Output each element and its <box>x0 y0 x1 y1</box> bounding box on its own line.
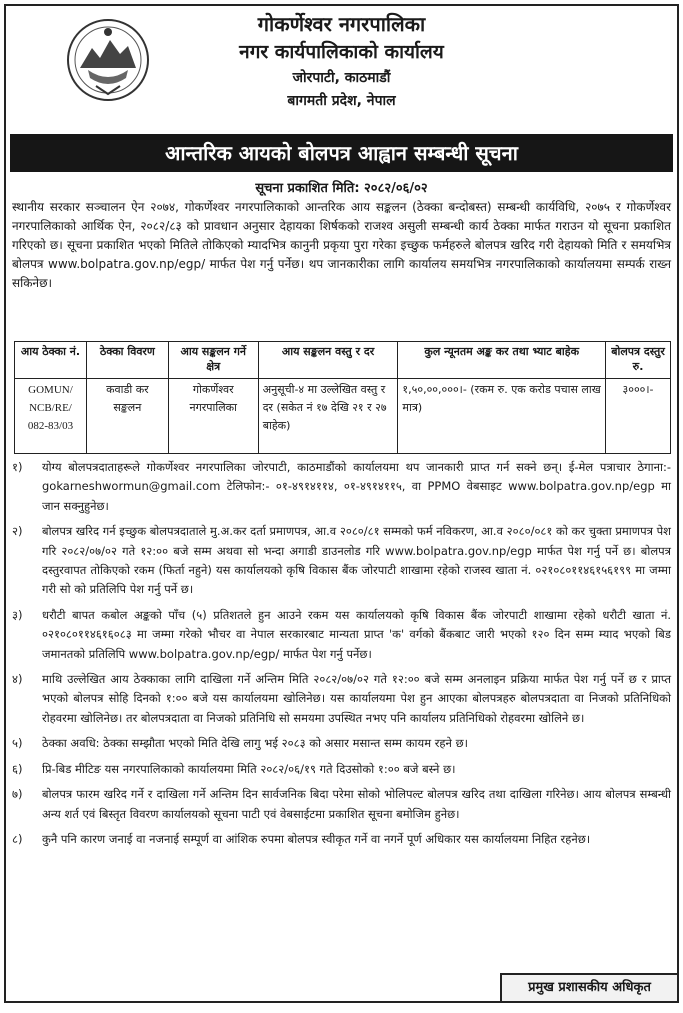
list-item-text: धरौटी बापत कबोल अङ्कको पाँच (५) प्रतिशतले हुन आउने रकम यस कार्यालयको कृषि विकास बैंक जोरपाटी शाखामा रहेको धरौटी खाता नं. ०२१०८०११४६१६०८३ मा जम्मा गरेको भौचर वा नेपाल सरकारबाट मान्यता प्राप्त 'क' वर्गको बैंकबाट जारी भएको १२० दिन सम्म म्याद भएको बिड जमानतको प्रतिलिपि www.bolpatra.gov.np/egp/ मार्फत पेश गर्नु पर्नेछ। <box>42 607 671 661</box>
list-item <box>12 785 671 824</box>
list-item-text: कुनै पनि कारण जनाई वा नजनाई सम्पूर्ण वा आंशिक रुपमा बोलपत्र स्वीकृत गर्ने वा नगर्ने पूर्ण अधिकार यस कार्यालयमा निहित रहनेछ। <box>42 831 591 846</box>
table-header: आय ठेक्का नं. <box>15 342 87 379</box>
list-item-text: प्रि-बिड मीटिङ यस नगरपालिकाको कार्यालयमा मिति २०८२/०६/१९ गते दिउसोको १:०० बजे बस्ने छ। <box>42 761 456 776</box>
list-item-text: माथि उल्लेखित आय ठेक्काका लागि दाखिला गर्ने अन्तिम मिति २०८२/०७/०२ गते १२:०० बजे सम्म अनलाइन प्रक्रिया मार्फत पेश गर्नु पर्ने छ र प्राप्त भएको बोलपत्र सोहि दिनको १:०० बजे यस कार्यालयमा खोलिनेछ। यस कार्यालयमा पेश हुन आएका बोलपत्रहरु बोलपत्रदाता वा निजको प्रतिनिधिको रोहवरमा खोलिनेछ। तर बोलपत्रदाता वा निजको प्रतिनिधि सो समयमा उपस्थित नभए पनि कार्यालय प्रतिनिधिको रोहवरमा खोलिने छ। <box>42 672 671 725</box>
table-header: आय सङ्कलन गर्ने क्षेत्र <box>168 342 258 379</box>
table-header: ठेक्का विवरण <box>86 342 168 379</box>
table-header: बोलपत्र दस्तुर रु. <box>606 342 671 379</box>
list-item-number: १) <box>12 460 23 474</box>
list-item <box>12 670 671 728</box>
table-cell: ३०००।- <box>606 379 671 454</box>
publish-date: सूचना प्रकाशित मिति: २०८२/०६/०२ <box>255 181 428 196</box>
list-item-text: ठेक्का अवधि: ठेक्का सम्झौता भएको मिति देखि लागु भई २०८३ को असार मसान्त सम्म कायम रहने छ। <box>42 736 468 751</box>
notice-page <box>4 4 679 1003</box>
list-item <box>12 522 671 600</box>
office-name: नगर कार्यपालिकाको कार्यालय <box>239 41 444 63</box>
notice-title-banner: आन्तरिक आयको बोलपत्र आह्वान सम्बन्धी सूचना <box>10 134 673 172</box>
list-item <box>12 830 671 849</box>
list-item-text: बोलपत्र खरिद गर्न इच्छुक बोलपत्रदाताले मु.अ.कर दर्ता प्रमाणपत्र, आ.व २०८०/८१ सम्मको फर्म नविकरण, आ.व २०८०/०८१ को कर चुक्ता प्रमाणपत्र पेश गरि २०८२/०७/०२ गते १२:०० बजे सम्म अथवा सो भन्दा अगाडी डाउनलोड गरि www.bolpatra.gov.np/egp मार्फत पेश गर्नु पर्ने छ। बोलपत्र दस्तुरवापत तोकिएको रकम (फिर्ता नहुने) यस कार्यालयको कृषि विकास बैंक जोरपाटी शाखामा रहेको राजस्व खाता नं. ०२१०८०११४६१५६१९९ मा जम्मा गरी सो को प्रतिलिपि पेश गर्नु पर्ने छ। <box>42 524 671 597</box>
list-item-text: योग्य बोलपत्रदाताहरूले गोकर्णेश्वर नगरपालिका जोरपाटी, काठमाडौंको कार्यालयमा थप जानकारी प्राप्त गर्न सक्ने छन्। ई-मेल पत्राचार ठेगाना:- gokarneshwormun@gmail.com टेलिफोन:- ०१-४९१४११४, ०१-४९१४११५, वा PPMO वेबसाइट www.bolpatra.gov.np/egp मा जान सक्नुहुनेछ। <box>42 460 671 513</box>
list-item <box>12 458 671 516</box>
table-cell: गोकर्णेश्वर नगरपालिका <box>168 379 258 454</box>
table-header-row <box>15 342 671 379</box>
table-cell: १,५०,००,०००।- (रकम रु. एक करोड पचास लाख मात्र) <box>398 379 606 454</box>
list-item-number: ३) <box>12 607 23 622</box>
table-cell: कवाडी कर सङ्कलन <box>86 379 168 454</box>
table-row <box>15 379 671 454</box>
municipality-name: गोकर्णेश्वर नगरपालिका <box>257 12 426 36</box>
intro-paragraph: स्थानीय सरकार सञ्चालन ऐन २०७४, गोकर्णेश्वर नगरपालिकाको आन्तरिक आय सङ्कलन (ठेक्का बन्दोबस्त) सम्बन्धी कार्यविधि, २०७५ र गोकर्णेश्वर नगरपालिकाको आर्थिक ऐन, २०८२/८३ को प्रावधान अनुसार देहायका शिर्षकको राजश्व असुली सम्बन्धी कार्य ठेक्का मार्फत गराउन यो सूचना प्रकाशित गरिएको छ। सूचना प्रकाशित भएको मितिले तोकिएको म्यादभित्र कानुनी प्रकृया पुरा गरेका इच्छुक फर्महरुले बोलपत्र खरिद गरी देहायको मिति र समयभित्र बोलपत्र www.bolpatra.gov.np/egp/ मार्फत पेश गर्नु पर्नेछ। थप जानकारीका लागि कार्यालय समयभित्र नगरपालिकाको कार्यालयमा सम्पर्क राख्न सकिनेछ। <box>12 200 671 290</box>
list-item <box>12 760 671 779</box>
list-item-number: ८) <box>12 831 23 846</box>
conditions-list <box>12 458 671 855</box>
header <box>6 6 677 128</box>
signature-box: प्रमुख प्रशासकीय अधिकृत <box>500 973 677 1001</box>
list-item <box>12 606 671 664</box>
list-item-text: बोलपत्र फारम खरिद गर्ने र दाखिला गर्ने अन्तिम दिन सार्वजनिक बिदा परेमा सोको भोलिपल्ट बोलपत्र खरिद तथा दाखिला गरिनेछ। आय बोलपत्र सम्बन्धी अन्य शर्त एवं बिस्तृत विवरण कार्यालयको सूचना पाटी एवं वेबसाईटमा प्रकाशित सूचना बमोजिम हुनेछ। <box>42 787 671 821</box>
list-item-number: ७) <box>12 787 23 802</box>
tender-table <box>14 341 671 454</box>
table-header: कुल न्यूनतम अङ्क कर तथा भ्याट बाहेक <box>398 342 606 379</box>
list-item-number: २) <box>12 524 23 539</box>
list-item <box>12 734 671 753</box>
table-cell: अनुसूची-४ मा उल्लेखित वस्तु र दर (सकेत नं १७ देखि २१ र २७ बाहेक) <box>258 379 398 454</box>
list-item-number: ४) <box>12 672 23 687</box>
list-item-number: ५) <box>12 736 23 751</box>
address-city: जोरपाटी, काठमाडौं <box>292 70 391 86</box>
table-header: आय सङ्कलन वस्तु र दर <box>258 342 398 379</box>
address-province: बागमती प्रदेश, नेपाल <box>287 93 396 109</box>
list-item-number: ६) <box>12 761 23 776</box>
table-cell: GOMUN/ NCB/RE/ 082-83/03 <box>15 379 87 454</box>
